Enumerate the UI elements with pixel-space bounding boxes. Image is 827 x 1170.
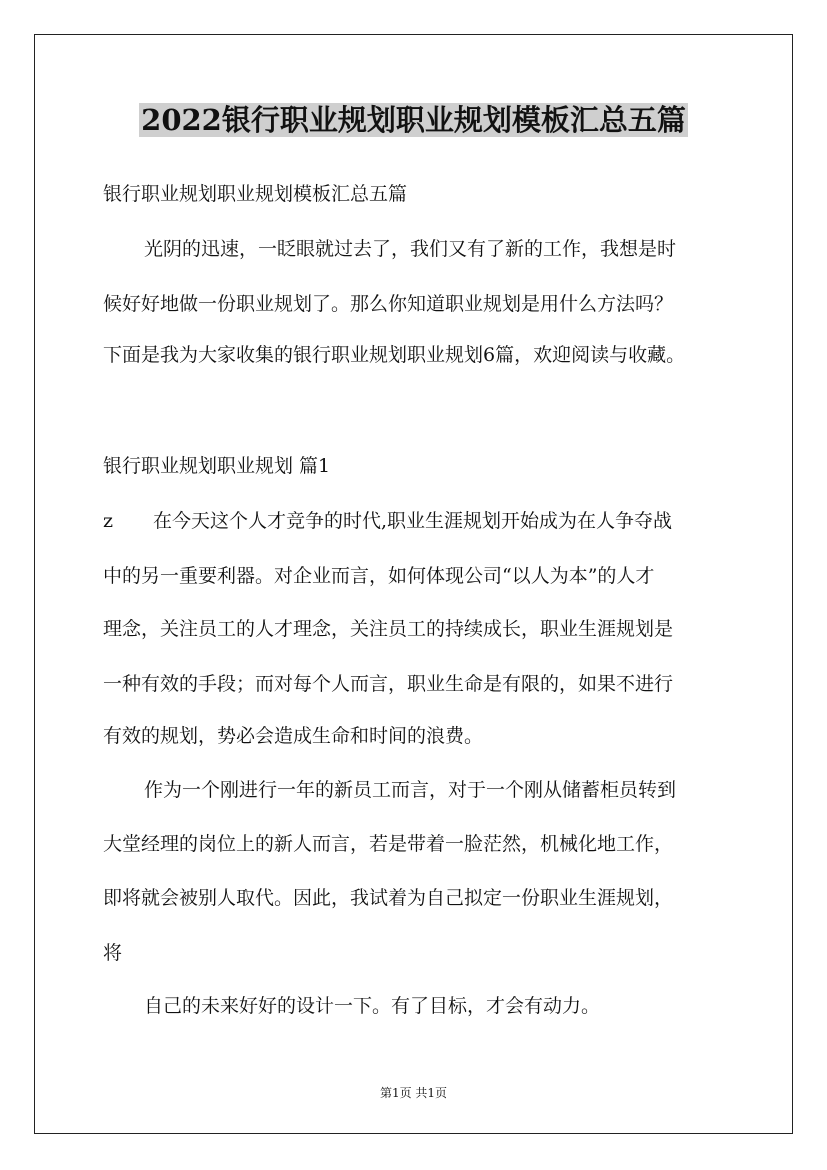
section-heading: 银行职业规划职业规划 篇1: [103, 455, 331, 477]
intro-line-1: 光阴的迅速，一眨眼就过去了，我们又有了新的工作，我想是时: [144, 238, 677, 260]
paragraph-line: 理念，关注员工的人才理念，关注员工的持续成长，职业生涯规划是: [103, 618, 674, 640]
page-footer: 第1页 共1页: [379, 1086, 448, 1100]
document-subtitle: 银行职业规划职业规划模板汇总五篇: [103, 183, 408, 205]
paragraph-line: 一种有效的手段；而对每个人而言，职业生命是有限的，如果不进行: [103, 673, 674, 695]
paragraph-line: 将: [103, 942, 123, 964]
paragraph-line: 即将就会被别人取代。因此，我试着为自己拟定一份职业生涯规划，: [103, 887, 674, 909]
list-marker: z: [103, 510, 114, 532]
document-title: 2022银行职业规划职业规划模板汇总五篇: [141, 103, 686, 137]
paragraph-line: 中的另一重要利器。对企业而言，如何体现公司“以人为本”的人才: [103, 565, 655, 587]
paragraph-line: 自己的未来好好的设计一下。有了目标，才会有动力。: [144, 995, 601, 1017]
paragraph-line: 大堂经理的岗位上的新人而言，若是带着一脸茫然，机械化地工作，: [103, 833, 674, 855]
paragraph-line: 在今天这个人才竞争的时代,职业生涯规划开始成为在人争夺战: [153, 510, 673, 532]
intro-line-2: 候好好地做一份职业规划了。那么你知道职业规划是用什么方法吗？: [103, 293, 674, 315]
paragraph-line: 有效的规划，势必会造成生命和时间的浪费。: [103, 725, 484, 747]
paragraph-line: 作为一个刚进行一年的新员工而言，对于一个刚从储蓄柜员转到: [144, 779, 677, 801]
intro-line-3: 下面是我为大家收集的银行职业规划职业规划6篇，欢迎阅读与收藏。: [103, 344, 686, 366]
